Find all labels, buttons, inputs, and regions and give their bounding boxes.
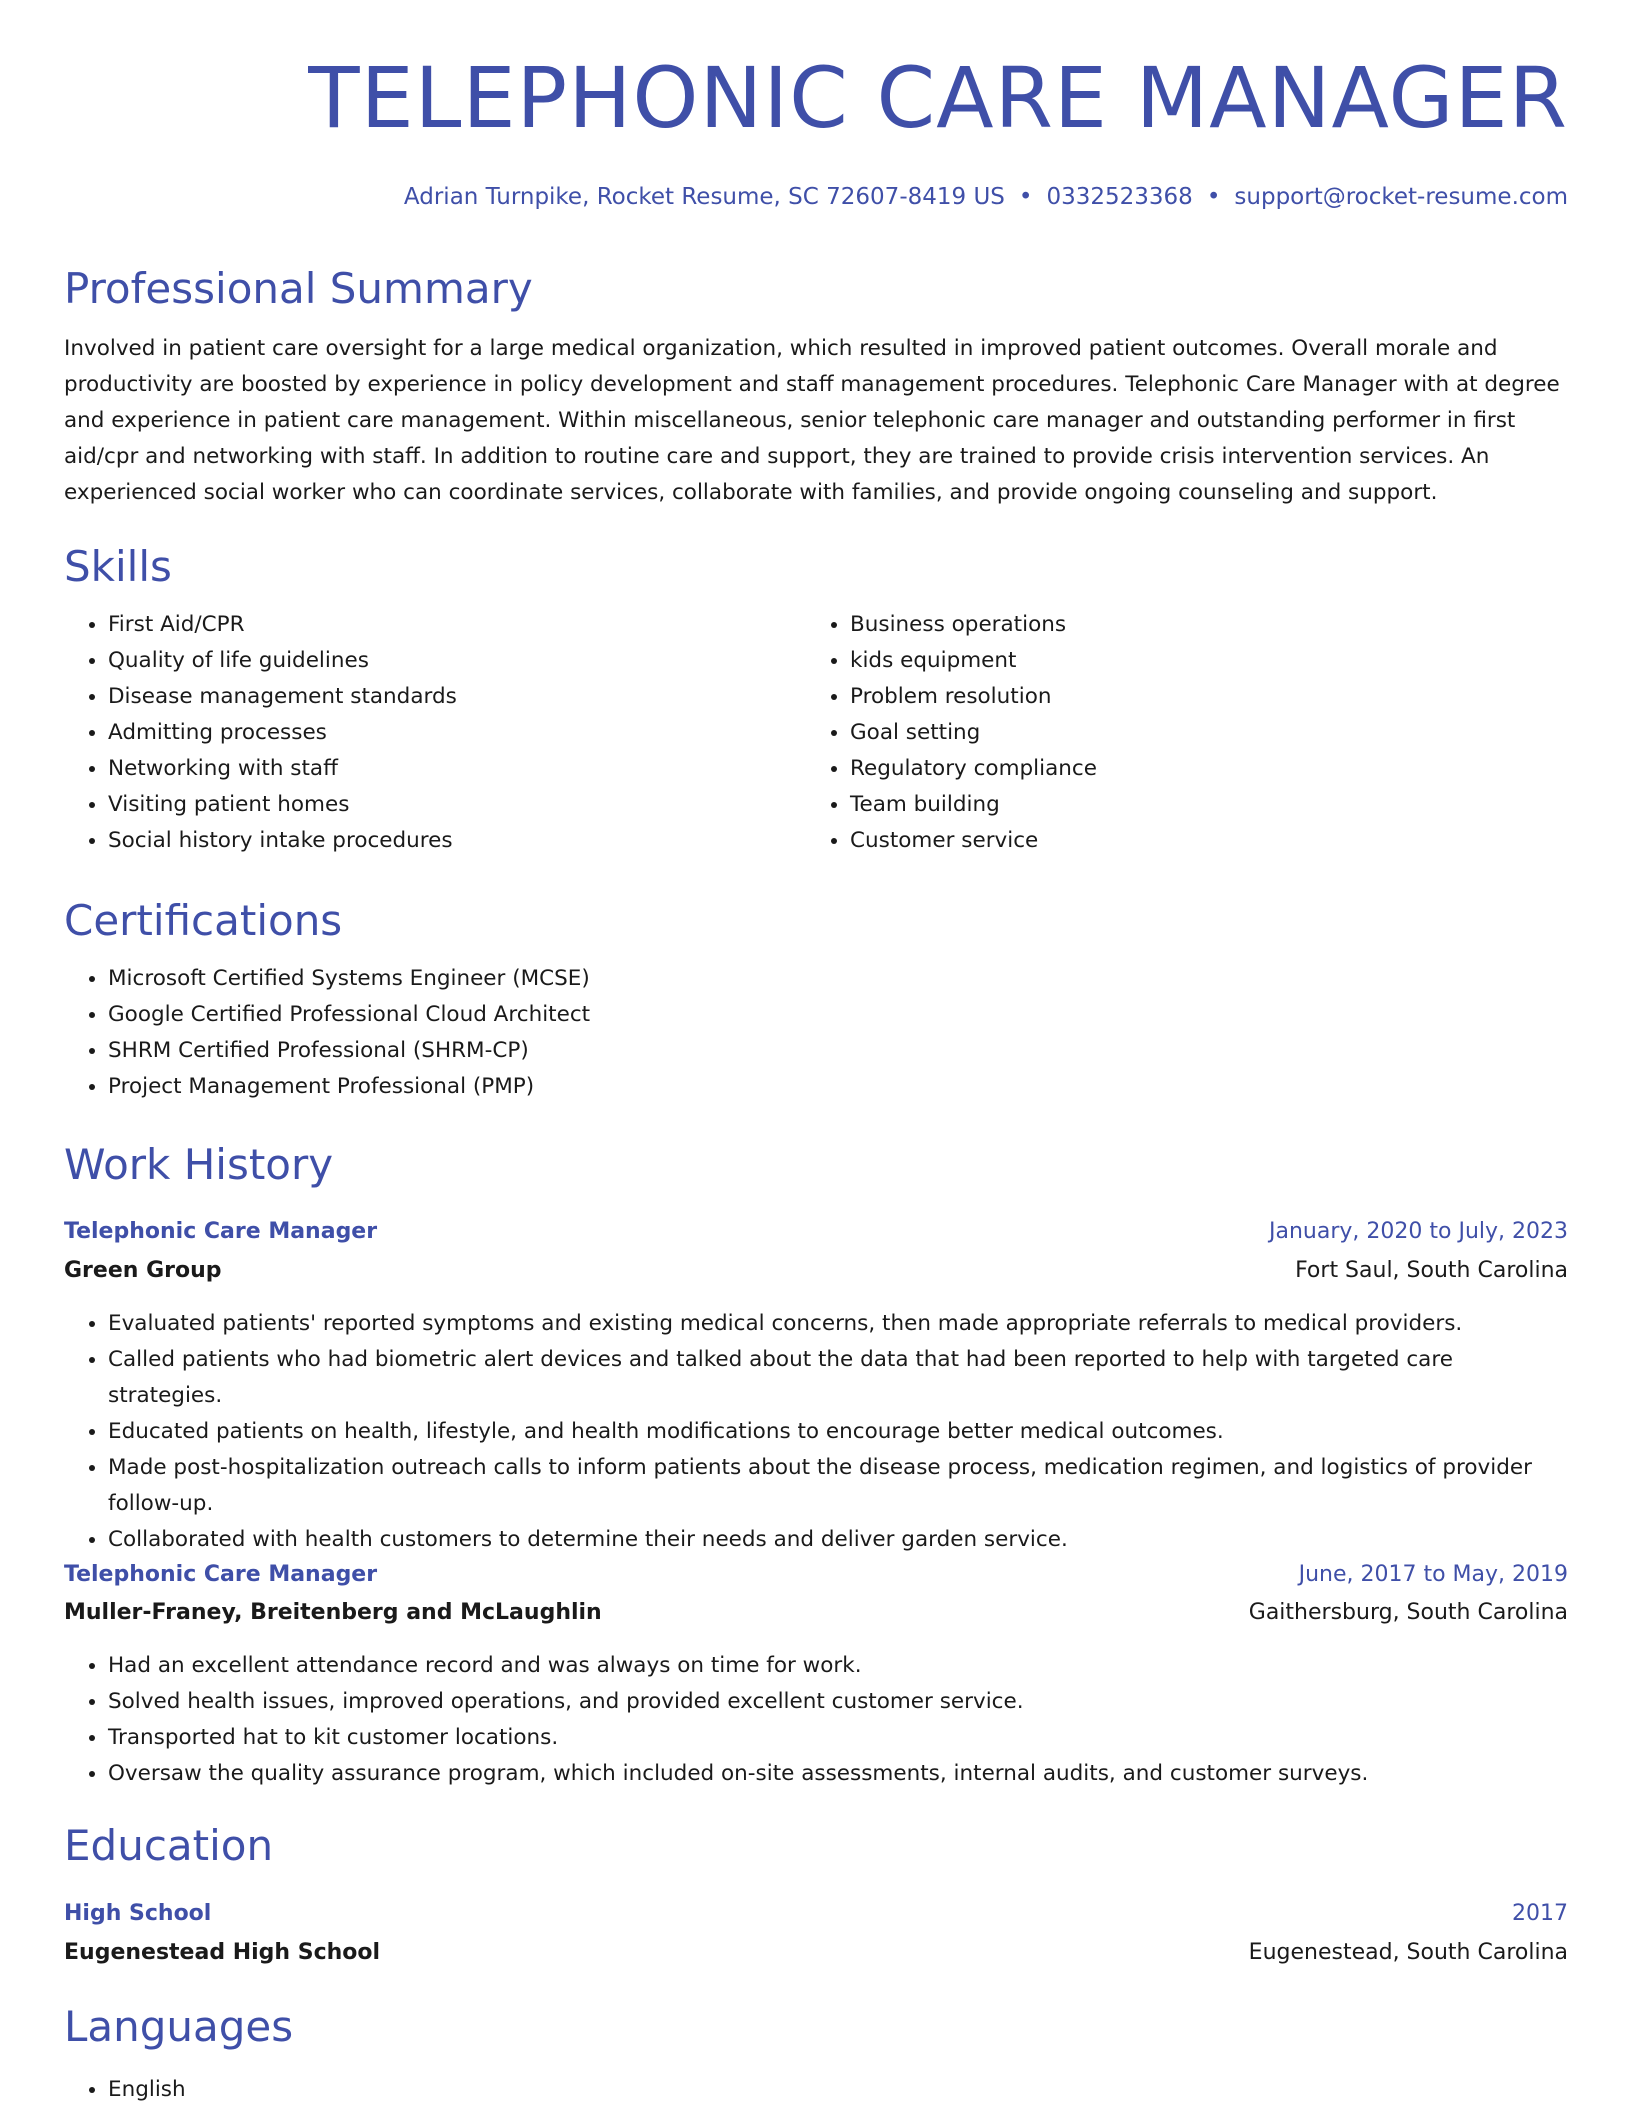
job-header-row [64, 1559, 1568, 1589]
job-company-row [64, 1255, 1568, 1285]
job-bullet: • Educated patients on health, lifestyle, and health modifications to encourage better medical outcomes. [108, 1414, 1568, 1450]
job-bullet: • Transported hat to kit customer locations. [108, 1720, 1568, 1756]
education-school-row [64, 1937, 1568, 1967]
job-title: Telephonic Care Manager [64, 1218, 378, 1244]
job-company-row [64, 1597, 1568, 1627]
skill-item: • Problem resolution [850, 679, 1550, 715]
job-company: Muller-Franey, Breitenberg and McLaughlin [64, 1599, 602, 1625]
contact-phone: 0332523368 [1046, 184, 1193, 210]
skill-item: • Networking with staff [108, 751, 748, 787]
skill-item: • Admitting processes [108, 715, 748, 751]
job-title: Telephonic Care Manager [64, 1561, 378, 1587]
job-bullet: • Oversaw the quality assurance program, which included on-site assessments, internal audits, and customer surveys. [108, 1756, 1568, 1792]
job-bullets [64, 1306, 1568, 1558]
skill-item: • Regulatory compliance [850, 751, 1550, 787]
skills-list-left [64, 607, 748, 859]
separator-dot: • [1206, 184, 1221, 210]
job-bullet: • Had an excellent attendance record and was always on time for work. [108, 1648, 1568, 1684]
job-header-row [64, 1216, 1568, 1246]
skill-item: • Visiting patient homes [108, 787, 748, 823]
job-dates: January, 2020 to July, 2023 [1269, 1218, 1568, 1244]
job-bullet: • Called patients who had biometric alert devices and talked about the data that had been reported to help with targeted care strategies. [108, 1342, 1568, 1414]
education-header-row [64, 1898, 1568, 1928]
languages-heading: Languages [64, 2002, 294, 2051]
contact-email: support@rocket-resume.com [1234, 184, 1568, 210]
skill-item: • Goal setting [850, 715, 1550, 751]
job-bullet: • Evaluated patients' reported symptoms and existing medical concerns, then made appropriate referrals to medical providers. [108, 1306, 1568, 1342]
certifications-heading: Certifications [64, 896, 343, 945]
skill-item: • Business operations [850, 607, 1550, 643]
skill-item: • Disease management standards [108, 679, 748, 715]
job-bullets [64, 1648, 1568, 1792]
certification-item: • Project Management Professional (PMP) [108, 1069, 1508, 1105]
languages-list [64, 2072, 708, 2108]
job-company: Green Group [64, 1257, 222, 1283]
summary-text: Involved in patient care oversight for a large medical organization, which resulted in improved patient outcomes. Overall morale and productivity are boosted by experience in policy development and staff management procedures. Telephonic Care Manager with at degree and experience in patient care management. Within miscellaneous, senior telephonic care manager and outstanding performer in first aid/cpr and networking with staff. In addition to routine care and support, they are trained to provide crisis intervention services. An experienced social worker who can coordinate services, collaborate with families, and provide ongoing counseling and support. [64, 336, 1560, 505]
skill-item: • kids equipment [850, 643, 1550, 679]
skill-item: • Team building [850, 787, 1550, 823]
skill-item: • Social history intake procedures [108, 823, 748, 859]
skills-heading: Skills [64, 542, 172, 591]
certifications-list [64, 961, 1508, 1105]
contact-address: Adrian Turnpike, Rocket Resume, SC 72607-8419 US [403, 184, 1005, 210]
certification-item: • SHRM Certified Professional (SHRM-CP) [108, 1033, 1508, 1069]
education-location: Eugenestead, South Carolina [1248, 1939, 1568, 1965]
contact-line [404, 184, 1568, 212]
education-year: 2017 [1512, 1900, 1568, 1926]
certification-item: • Google Certified Professional Cloud Architect [108, 997, 1508, 1033]
job-dates: June, 2017 to May, 2019 [1298, 1561, 1568, 1587]
work-history-heading: Work History [64, 1140, 334, 1189]
education-degree: High School [64, 1900, 212, 1926]
separator-dot: • [1018, 184, 1033, 210]
summary-heading: Professional Summary [64, 264, 533, 313]
language-item: • English [108, 2072, 708, 2108]
skill-item: • First Aid/CPR [108, 607, 748, 643]
job-bullet: • Solved health issues, improved operations, and provided excellent customer service. [108, 1684, 1568, 1720]
job-location: Gaithersburg, South Carolina [1248, 1599, 1568, 1625]
resume-title: TELEPHONIC CARE MANAGER [308, 49, 1568, 147]
skill-item: • Customer service [850, 823, 1550, 859]
education-school: Eugenestead High School [64, 1939, 381, 1965]
certification-item: • Microsoft Certified Systems Engineer (MCSE) [108, 961, 1508, 997]
education-heading: Education [64, 1821, 274, 1870]
job-bullet: • Made post-hospitalization outreach calls to inform patients about the disease process, medication regimen, and logistics of provider follow-up. [108, 1450, 1568, 1522]
job-bullet: • Collaborated with health customers to determine their needs and deliver garden service. [108, 1522, 1568, 1558]
job-location: Fort Saul, South Carolina [1295, 1257, 1568, 1283]
skills-list-right [806, 607, 1550, 859]
skill-item: • Quality of life guidelines [108, 643, 748, 679]
